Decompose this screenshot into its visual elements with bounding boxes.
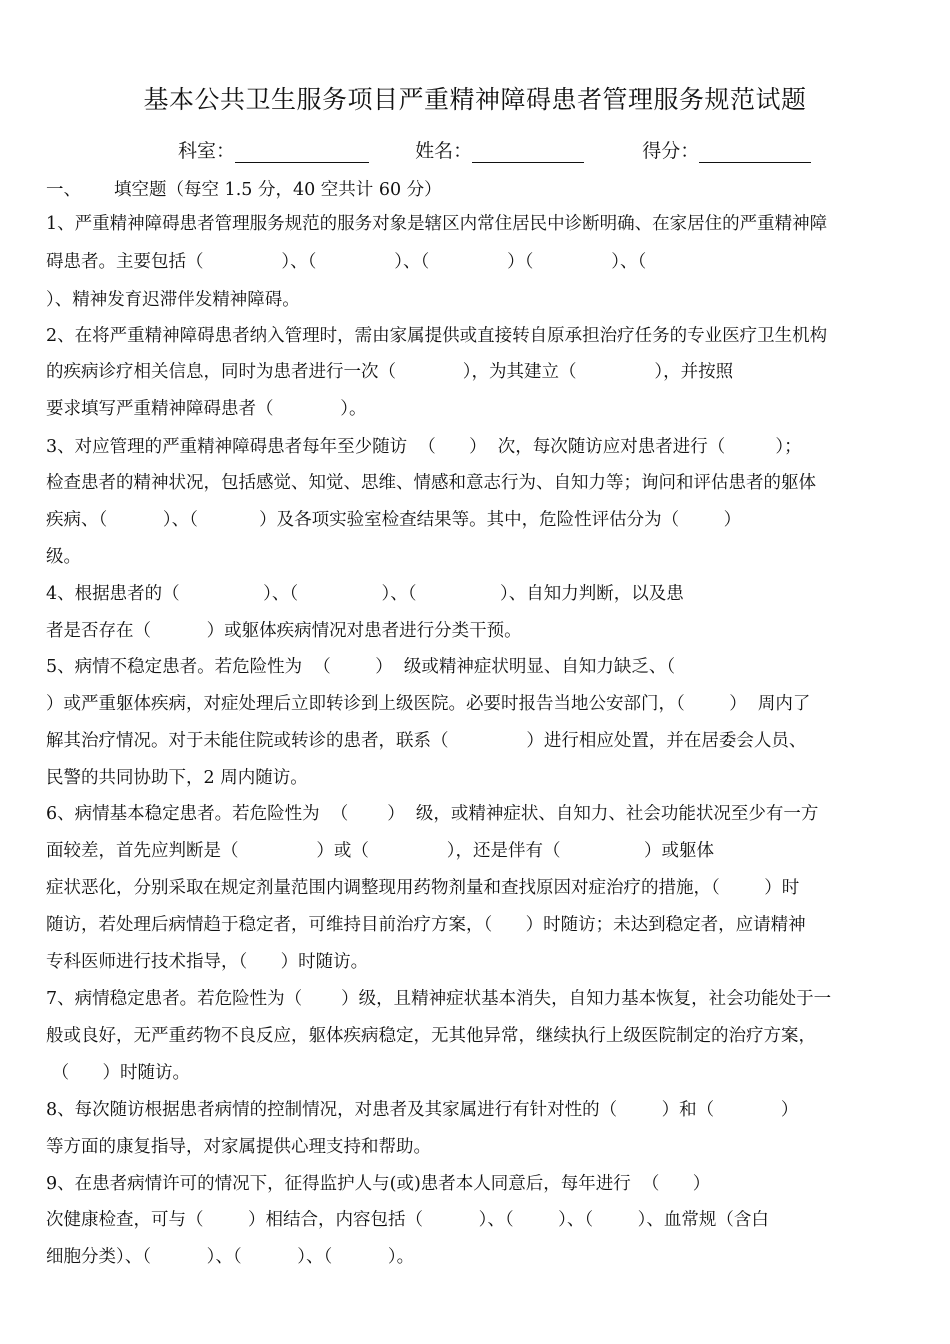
score-field[interactable]: [699, 142, 811, 163]
question-line: 的疾病诊疗相关信息，同时为患者进行一次（ ），为其建立（ ），并按照: [46, 362, 734, 382]
question-line: 等方面的康复指导，对家属提供心理支持和帮助。: [46, 1137, 431, 1157]
dept-field[interactable]: [235, 142, 369, 163]
question-line: 8、每次随访根据患者病情的控制情况，对患者及其家属进行有针对性的（ ）和（ ）: [46, 1100, 799, 1120]
section-text: 填空题（每空 1.5 分，40 空共计 60 分）: [114, 180, 442, 200]
exam-title: 基本公共卫生服务项目严重精神障碍患者管理服务规范试题: [143, 85, 807, 114]
question-line: 民警的共同协助下，2 周内随访。: [46, 768, 308, 788]
question-line: ）或严重躯体疾病，对症处理后立即转诊到上级医院。必要时报告当地公安部门，（ ） 周内了: [46, 694, 811, 714]
question-line: 者是否存在（ ）或躯体疾病情况对患者进行分类干预。: [46, 621, 522, 641]
question-line: 次健康检查，可与（ ）相结合，内容包括（ ）、（ ）、（ ）、血常规（含白: [46, 1210, 769, 1230]
section-heading: [46, 176, 442, 201]
question-line: 3、对应管理的严重精神障碍患者每年至少随访 （ ） 次，每次随访应对患者进行（ ）；: [46, 437, 802, 457]
question-line: 面较差，首先应判断是（ ）或（ ），还是伴有（ ）或躯体: [46, 841, 714, 861]
name-label: 姓名：: [415, 140, 473, 162]
dept-label: 科室：: [178, 140, 236, 162]
question-line: 般或良好，无严重药物不良反应，躯体疾病稳定，无其他异常，继续执行上级医院制定的治疗方案，: [46, 1026, 816, 1046]
question-line: 解其治疗情况。对于未能住院或转诊的患者，联系（ ）进行相应处置，并在居委会人员、: [46, 731, 807, 751]
question-line: 碍患者。主要包括（ ）、（ ）、（ ）（ ）、（: [46, 252, 647, 272]
section-number: 一、: [46, 180, 81, 200]
name-field[interactable]: [472, 142, 584, 163]
exam-info-row: [178, 136, 811, 163]
question-line: ）、精神发育迟滞伴发精神障碍。: [46, 290, 300, 310]
question-line: 细胞分类）、（ ）、（ ）、（ ）。: [46, 1247, 415, 1267]
question-line: （ ）时随访。: [46, 1063, 190, 1083]
question-line: 症状恶化，分别采取在规定剂量范围内调整现用药物剂量和查找原因对症治疗的措施，（ ）时: [46, 878, 800, 898]
question-line: 随访，若处理后病情趋于稳定者，可维持目前治疗方案，（ ）时随访；未达到稳定者，应请精神: [46, 915, 806, 935]
question-line: 6、病情基本稳定患者。若危险性为 （ ） 级，或精神症状、自知力、社会功能状况至少有一方: [46, 804, 819, 824]
question-line: 1、严重精神障碍患者管理服务规范的服务对象是辖区内常住居民中诊断明确、在家居住的严重精神障: [46, 214, 828, 234]
question-line: 要求填写严重精神障碍患者（ ）。: [46, 399, 367, 419]
question-line: 7、病情稳定患者。若危险性为（ ）级，且精神症状基本消失，自知力基本恢复，社会功能处于一: [46, 989, 832, 1009]
question-line: 2、在将严重精神障碍患者纳入管理时，需由家属提供或直接转自原承担治疗任务的专业医疗卫生机构: [46, 326, 828, 346]
question-line: 级。: [46, 547, 81, 567]
question-line: 9、在患者病情许可的情况下，征得监护人与(或)患者本人同意后，每年进行 （ ）: [46, 1174, 711, 1194]
question-line: 4、根据患者的（ ）、（ ）、（ ）、自知力判断，以及患: [46, 584, 684, 604]
question-line: 专科医师进行技术指导，（ ）时随访。: [46, 952, 369, 972]
question-line: 5、病情不稳定患者。若危险性为 （ ） 级或精神症状明显、自知力缺乏、（: [46, 657, 676, 677]
question-line: 疾病、（ ）、（ ）及各项实验室检查结果等。其中，危险性评估分为（ ）: [46, 510, 742, 530]
score-label: 得分：: [642, 140, 700, 162]
question-line: 检查患者的精神状况，包括感觉、知觉、思维、情感和意志行为、自知力等；询问和评估患者的躯体: [46, 473, 816, 493]
